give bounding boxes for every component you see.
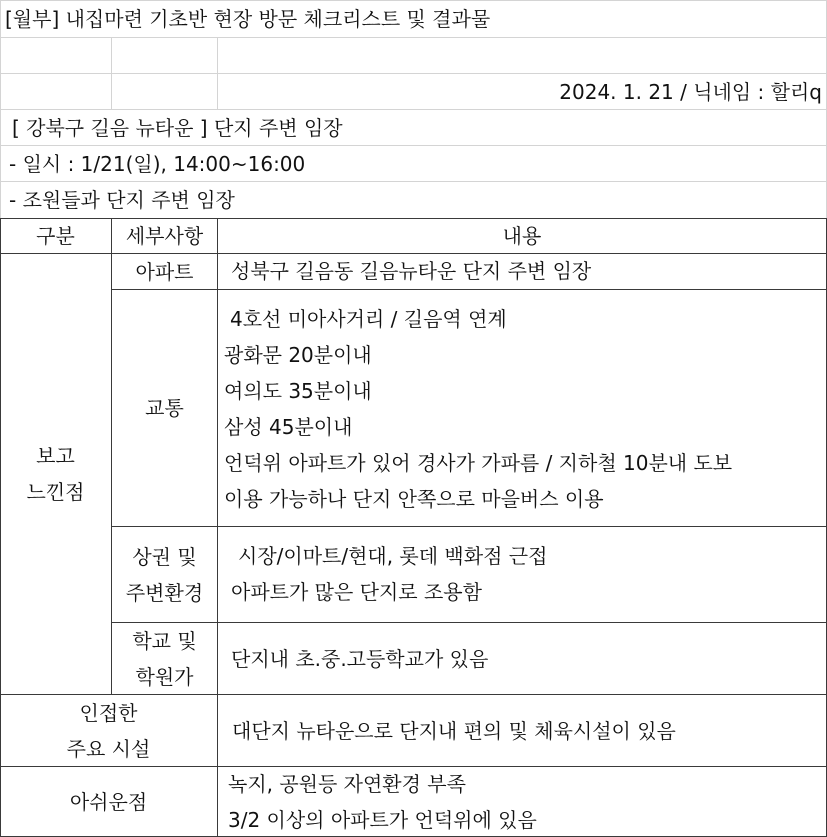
table-border (111, 622, 827, 623)
category-facilities: 인접한 주요 시설 (66, 700, 151, 761)
grid-line (0, 0, 1, 219)
category-report: 보고 느낀점 (26, 444, 85, 504)
apartment-content: 성북구 길음동 길음뉴타운 단지 주변 임장 (231, 259, 592, 283)
header-detail: 세부사항 (125, 224, 204, 248)
grid-line (0, 109, 827, 110)
grid-line (0, 145, 827, 146)
transport-line: 삼성 45분이내 (224, 415, 353, 439)
transport-line: 광화문 20분이내 (224, 343, 372, 367)
table-border (217, 218, 218, 837)
transport-line: 이용 가능하나 단지 안쪽으로 마을버스 이용 (224, 487, 604, 511)
regret-line: 3/2 이상의 아파트가 언덕위에 있음 (228, 808, 537, 832)
header-category: 구분 (36, 224, 75, 248)
table-border (111, 526, 827, 527)
detail-transport: 교통 (145, 396, 184, 420)
grid-line (0, 73, 827, 74)
transport-line: 언덕위 아파트가 있어 경사가 가파름 / 지하철 10분내 도보 (224, 451, 733, 475)
grid-line (217, 37, 218, 109)
grid-line (0, 0, 827, 1)
date-nickname: 2024. 1. 21 / 닉네임 : 할리q (559, 80, 822, 104)
detail-apartment: 아파트 (135, 259, 194, 284)
grid-line (0, 181, 827, 182)
detail-commerce: 상권 및 주변환경 (125, 544, 204, 605)
detail-school: 학교 및 학원가 (132, 628, 197, 689)
header-content: 내용 (502, 224, 542, 248)
transport-line: 4호선 미아사거리 / 길음역 연계 (230, 307, 507, 331)
category-regret: 아쉬운점 (69, 789, 148, 814)
visit-activity: - 조원들과 단지 주변 임장 (9, 188, 235, 212)
location-heading: [ 강북구 길음 뉴타운 ] 단지 주변 임장 (12, 116, 343, 140)
commerce-line: 아파트가 많은 단지로 조용함 (231, 580, 482, 604)
school-content: 단지내 초.중.고등학교가 있음 (231, 647, 489, 671)
transport-line: 여의도 35분이내 (224, 379, 372, 403)
commerce-line: 시장/이마트/현대, 롯데 백화점 근접 (238, 544, 548, 568)
grid-line (0, 37, 827, 38)
regret-line: 녹지, 공원등 자연환경 부족 (228, 772, 466, 796)
facilities-content: 대단지 뉴타운으로 단지내 편의 및 체육시설이 있음 (232, 719, 676, 743)
document-title: [월부] 내집마련 기초반 현장 방문 체크리스트 및 결과물 (5, 7, 491, 31)
table-border (111, 289, 827, 290)
grid-line (111, 37, 112, 109)
visit-datetime: - 일시 : 1/21(일), 14:00~16:00 (9, 152, 306, 176)
